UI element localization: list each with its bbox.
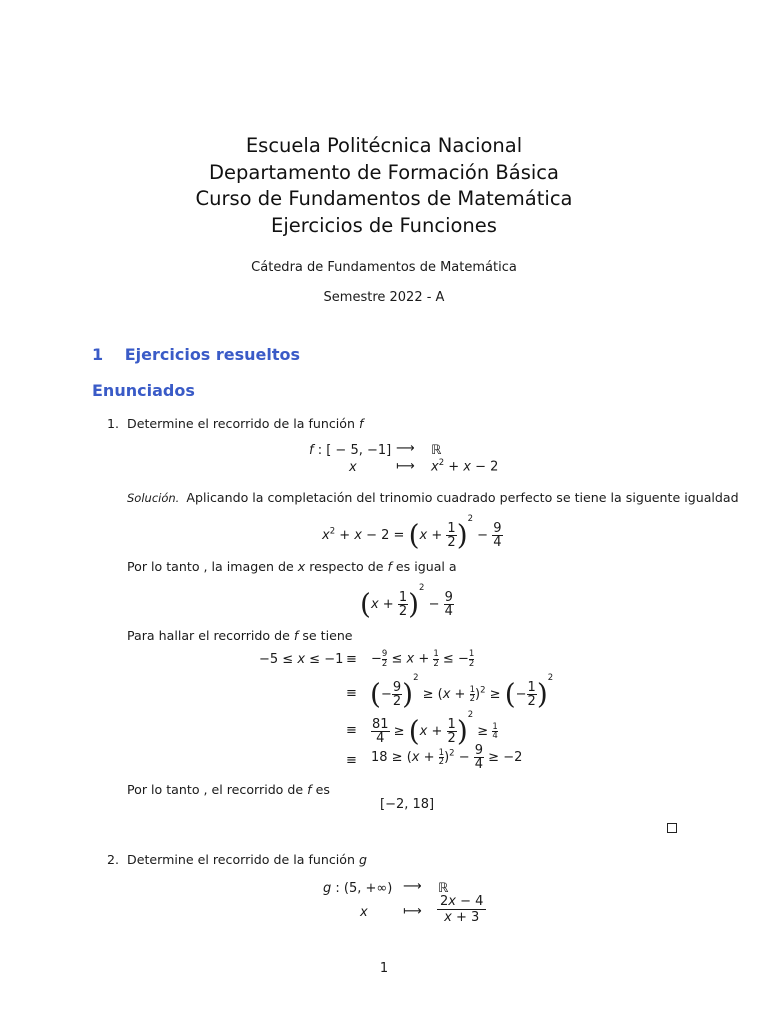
exercise-2-number: 2. — [107, 852, 120, 867]
title-line-1: Escuela Politécnica Nacional — [245, 134, 523, 157]
math-f-mapsto: ⟼ — [396, 459, 415, 474]
math-f-arrow: ⟶ — [396, 441, 415, 456]
math-chain-rhs-4: 18 ≥ (x + $\frac{1}{2}$ )$^2$ − $\frac{9}{4}$ ≥ −2 — [371, 743, 523, 772]
exercise-1-statement — [107, 416, 363, 431]
title-line-3: Curso de Fundamentos de Matemática — [195, 187, 573, 210]
math-g-arrow: ⟶ — [403, 879, 422, 894]
qed-square-icon — [667, 823, 677, 833]
math-chain-equiv-3: ≡ — [346, 723, 357, 738]
math-chain-rhs-1: − $\frac{9}{2}$ ≤ x + $\frac{1}{2}$ ≤ − $\frac{1}{2}$ — [371, 649, 475, 669]
math-g-rule: $\frac{2x - 4}{x + 3}$ — [437, 895, 486, 924]
section-title: Ejercicios resueltos — [124, 345, 301, 364]
solution-paragraph — [127, 490, 739, 505]
exercise-2-statement — [107, 852, 367, 867]
subsection-heading: Enunciados — [92, 381, 195, 400]
math-f-var: x — [349, 460, 357, 475]
section-number: 1 — [92, 345, 104, 364]
exercise-1-text: Determine el recorrido de la función — [127, 416, 355, 431]
math-result: [−2, 18] — [380, 797, 435, 812]
math-chain-equiv-2: ≡ — [346, 686, 357, 701]
solution-text: Aplicando la completación del trinomio cuadrado perfecto se tiene la siguente igualdad — [186, 490, 739, 505]
math-chain-equiv-4: ≡ — [346, 753, 357, 768]
math-chain-rhs-3: $\frac{81}{4}$ ≥ (x + $\frac{1}{2}$ )$^2$ ≥ $\frac{1}{4}$ — [372, 710, 498, 748]
math-chain-lhs: −5 ≤ x ≤ −1 — [259, 652, 344, 667]
title-line-4: Ejercicios de Funciones — [271, 214, 497, 237]
exercise-2-func: g — [359, 852, 367, 867]
math-chain-equiv-1: ≡ — [346, 652, 357, 667]
math-g-var: x — [360, 905, 368, 920]
math-image-expr: (x + $\frac{1}{2}$ )$^2$ − $\frac{9}{4}$ — [360, 583, 453, 621]
exercise-1-number: 1. — [107, 416, 120, 431]
page-number: 1 — [379, 961, 389, 976]
math-f-domain: f : [ − 5, −1] — [309, 443, 392, 458]
paragraph-conclusion: Por lo tanto , el recorrido de f es — [127, 782, 330, 797]
solution-label: Solución. — [127, 491, 180, 505]
math-g-codomain: ℝ — [438, 881, 449, 896]
title-line-2: Departamento de Formación Básica — [209, 161, 559, 184]
math-g-mapsto: ⟼ — [403, 904, 422, 919]
section-heading — [92, 345, 300, 364]
math-completion-eq: $x^2 + x - 2 = (x$ + $\frac{1}{2}$ )$^2$ − $\frac{9}{4}$ — [322, 514, 502, 552]
math-f-codomain: ℝ — [431, 443, 442, 458]
paragraph-image: Por lo tanto , la imagen de x respecto de f es igual a — [127, 559, 457, 574]
math-g-domain: g : (5, +∞) — [323, 881, 393, 896]
paragraph-range: Para hallar el recorrido de f se tiene — [127, 628, 353, 643]
math-f-rule: $x^2 + x - 2$ — [431, 458, 499, 475]
date: Semestre 2022 - A — [323, 290, 445, 305]
math-chain-rhs-2: (− $\frac{9}{2}$ )$^2$ ≥ (x + $\frac{1}{2}$ )$^2$ ≥ (− $\frac{1}{2}$ )$^2$ — [370, 673, 554, 711]
exercise-1-func: f — [359, 416, 364, 431]
author: Cátedra de Fundamentos de Matemática — [251, 260, 517, 275]
exercise-2-text: Determine el recorrido de la función — [127, 852, 355, 867]
